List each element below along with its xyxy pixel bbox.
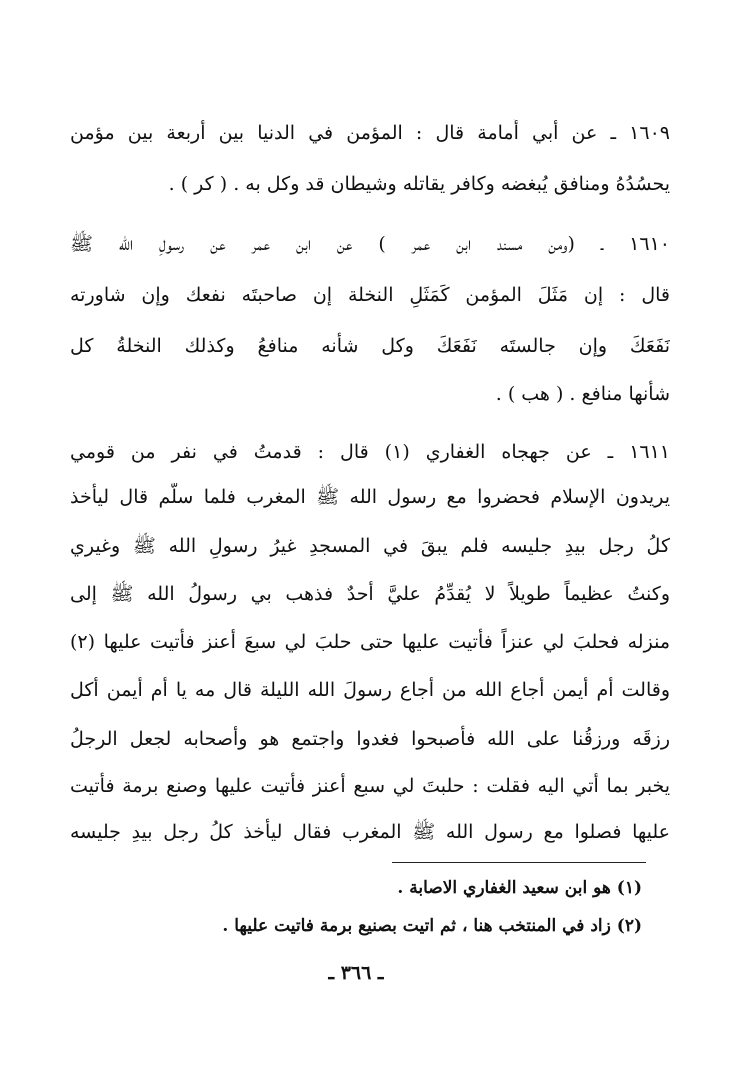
paragraph-1609-line-1: ١٦٠٩ ـ عن أبي أُمامة قال : المؤمن في الدنيا بين أربعة بين مؤمن <box>70 122 670 144</box>
footnote-1: (١) هو ابن سعيد الغفاري الاصابة . <box>397 878 642 898</box>
paragraph-1611-line-1: ١٦١١ ـ عن جهجاه الغفاري (١) قال : قدمتُ في نفر من قومي <box>70 441 670 463</box>
footnote-2: (٢) زاد في المنتخب هنا ، ثم اتيت بصنيع برمة فاتيت عليها . <box>222 916 642 936</box>
paragraph-1611-line-4: وكنتُ عظيماً طويلاً لا يُقدِّمُ عليَّ أحدٌ فذهب بي رسولُ الله ﷺ إلى <box>70 583 670 605</box>
paragraph-1611-line-3: كلُ رجل بيدِ جليسه فلم يبقَ في المسجدِ غيرُ رسولِ الله ﷺ وغيري <box>70 535 670 557</box>
paragraph-1611-line-7: رزقَه ورزقُنا على الله فأصبحوا فغدوا واجتمع هو وأصحابه لجعل الرجلُ <box>70 728 670 750</box>
paragraph-1610-line-2: قال : إن مَثَلَ المؤمن كَمَثَلِ النخلة إن صاحبتَه نفعك وإن شاورته <box>70 284 670 306</box>
paragraph-1611-line-2: يريدون الإسلام فحضروا مع رسول الله ﷺ المغرب فلما سلّم قال ليأخذ <box>70 486 670 508</box>
paragraph-1611-line-9: عليها فصلوا مع رسول الله ﷺ المغرب فقال ليأخذ كلُ رجل بيدِ جليسه <box>70 821 670 843</box>
paragraph-1611-line-6: وقالت أم أيمن أجاع الله من أجاع رسولَ الله الليلة قال مه يا أم أيمن أكل <box>70 679 670 701</box>
paragraph-1611-line-8: يخبر بما أتي اليه فقلت : حلبتَ لي سبع أعنز فأتيت عليها وصنع برمة فأتيت <box>70 775 670 797</box>
page-number: ـ ٣٦٦ ـ <box>328 962 384 984</box>
paragraph-1611-line-5: منزله فحلبَ لي عنزاً فأتيت عليها حتى حلبَ لي سبعَ أعنز فأتيت عليها (٢) <box>70 631 670 653</box>
paragraph-1610-line-1: ١٦١٠ ـ (ومن مسند ابن عمر ) عن ابن عمر عن رسولِ الله ﷺ <box>70 233 670 255</box>
paragraph-1610-line-3: نَفَعَكَ وإن جالستَه نَفَعَكَ وكل شأنه منافعُ وكذلك النخلةُ كل <box>70 335 670 357</box>
paragraph-1609-line-2: يحسُدُهُ ومنافق يُبغضه وكافر يقاتله وشيطان قد وكل به . ( كر ) . <box>168 173 670 195</box>
footnote-divider <box>392 862 646 863</box>
paragraph-1610-line-4: شأنها منافع . ( هب ) . <box>495 383 670 405</box>
